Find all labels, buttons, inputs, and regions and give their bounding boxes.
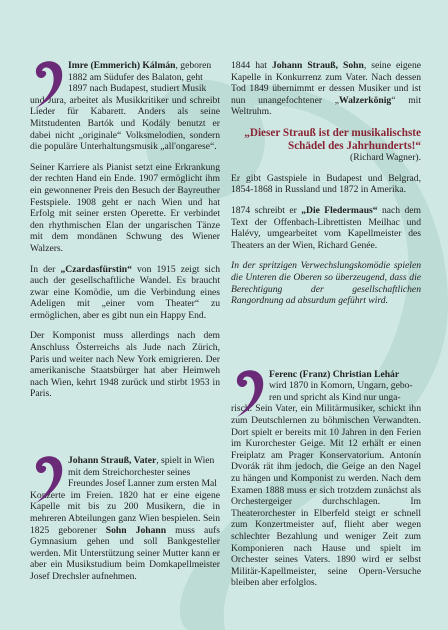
kalman-section: Imre (Emmerich) Kálmán, geboren 1882 am Südufer des Balaton, geht 1897 nach Budapest, studiert Musik und Jura, arbeitet als Musikkritiker und schreibt Lieder für Kabarett. Anders als seine Mitstudenten Bartók und Kodály benutzt er dabei nicht „originale“ Volksmelodien, sondern die populäre Unterhaltungsmusik „all'ongarese“.	[30, 60, 220, 153]
kalman-career-paragraph: Seiner Karriere als Pianist setzt eine Erkrankung der rechten Hand ein Ende. 1907 ermöglicht ihm ein gewonnener Preis den Besuch der Bayreuther Festspiele. 1908 geht er nach Wien und hat Erfolg mit seiner ersten Operette. Er verbindet den rhythmischen Elan der ungarischen Tänze mit dem mondänen Schwung des Wiener Walzers.	[30, 161, 220, 254]
left-column	[30, 0, 220, 583]
right-column	[231, 0, 421, 589]
fledermaus-paragraph: 1874 schreibt er „Die Fledermaus“ nach dem Text der Offenbach-Librettisten Meilhac und Halévy, umgearbeitet vom Kapellmeister des Theaters an der Wien, Richard Genée.	[231, 204, 421, 251]
wagner-quote: „Dieser Strauß ist der musikalischste Schädel des Jahrhunderts!“	[244, 126, 421, 152]
strauss-father-section: Johann Strauß, Vater, spielt in Wien mit dem Streichorchester seines Freundes Josef Lanner zum ersten Mal Konzerte im Freien. 1820 hat er eine eigene Kapelle mit bis zu 200 Musikern, die in mehreren Abteilungen ganz Wien bespielen. Sein 1825 geborener Sohn Johann muss aufs Gymnasium gehen und soll Bankgesteller werden. Mit Unterstützung seiner Mutter kann er aber ein Musikstudium beim Domkapellmeister Josef Drechsler aufnehmen.	[30, 455, 220, 583]
strauss-son-paragraph: 1844 hat Johann Strauß, Sohn, seine eigene Kapelle in Konkurrenz zum Vater. Nach dessen Tod 1849 übernimmt er dessen Musiker und ist nun unangefochtener „Walzerkönig“ mit Weltruhm.	[231, 60, 421, 118]
lehar-section: Ferenc (Franz) Christian Lehár wird 1870 in Komorn, Ungarn, gebo- ren und spricht als Kind nur unga- risch. Sein Vater, ein Militärmusiker, schickt ihn zum Deutschlernen zu böhmischen Verwandten. Dort spielt er bereits mit 10 Jahren in den Ferien im Kurorchester Geige. Mit 12 erhält er einen Freiplatz am Prager Konservatorium. Antonín Dvorák rät ihm jedoch, die Geige an den Nagel zu hängen und Komponist zu werden. Nach dem Examen 1888 muss er sich trotzdem zunächst als Orchestergeiger durchschlagen. Im Theaterorchester in Elberfeld steigt er schnell zum Konzertmeister auf, flieht aber wegen schlechter Bezahlung und weniger Zeit zum Komponieren nach Hause und spielt im Orchester seines Vaters. 1890 wird er selbst Militär-Kapellmeister, seine Opern-Versuche bleiben aber erfolglos.	[231, 369, 421, 589]
wagner-quote-attribution: (Richard Wagner).	[350, 152, 421, 164]
lehar-text: risch. Sein Vater, ein Militärmusiker, schickt ihn zum Deutschlernen zu böhmischen Verwandten. Dort spielt er bereits mit 10 Jahren in den Ferien im Kurorchester Geige. Mit 12 erhält er einen Freiplatz am Prager Konservatorium. Antonín Dvorák rät ihm jedoch, die Geige an den Nagel zu hängen und Komponist zu werden. Nach dem Examen 1888 muss er sich trotzdem zunächst als Orchestergeiger durchschlagen. Im Theaterorchester in Elberfeld steigt er schnell zum Konzertmeister auf, flieht aber wegen schlechter Bezahlung und weniger Zeit zum Komponieren nach Hause und spielt im Orchester seines Vaters. 1890 wird er selbst Militär-Kapellmeister, seine Opern-Versuche bleiben aber erfolglos.	[231, 403, 421, 589]
bass-clef-icon	[30, 56, 70, 112]
kalman-text: und Jura, arbeitet als Musikkritiker und schreibt Lieder für Kabarett. Anders als seine Mitstudenten Bartók und Kodály benutzt er dabei nicht „originale“ Volksmelodien, sondern die populäre Unterhaltungsmusik „all'ongarese“.	[30, 94, 220, 153]
fledermaus-italic-paragraph: In der spritzigen Verwechslungskomödie spielen die Unteren die Oberen so überzeugend, dass die Berechtigung der gesellschaftlichen Rangordnung ad absurdum geführt wird.	[231, 260, 421, 307]
lehar-name: Ferenc (Franz) Christian Lehár	[269, 368, 400, 380]
bass-clef-icon	[231, 365, 271, 421]
kalman-name: Imre (Emmerich) Kálmán	[68, 60, 176, 71]
bass-clef-icon	[30, 451, 70, 507]
tours-paragraph: Er gibt Gastspiele in Budapest und Belgrad, 1854-1868 in Russland und 1872 in Amerika.	[231, 172, 421, 196]
emigration-paragraph: Der Komponist muss allerdings nach dem Anschluss Österreichs als Jude nach Zürich, Paris und weiter nach New York emigrieren. Der amerikanische Staatsbürger hat aber Heimweh nach Wien, kehrt 1948 zurück und stirbt 1953 in Paris.	[30, 330, 220, 400]
strauss-father-name: Johann Strauß, Vater	[68, 455, 157, 467]
strauss-father-text: Konzerte im Freien. 1820 hat er eine eigene Kapelle mit bis zu 200 Musikern, die in mehreren Abteilungen ganz Wien bespielen. Sein 1825 geborener Sohn Johann muss aufs Gymnasium gehen und soll Bankgesteller werden. Mit Unterstützung seiner Mutter kann er aber ein Musikstudium beim Domkapellmeister Josef Drechsler aufnehmen.	[30, 489, 220, 582]
czardas-paragraph: In der „Czardasfürstin“ von 1915 zeigt sich auch der gesellschaftliche Wandel. Es braucht zwar eine Komödie, um die Verbindung eines Adeligen mit „einer vom Theater“ zu ermöglichen, aber es gibt nun ein Happy End.	[30, 263, 220, 321]
